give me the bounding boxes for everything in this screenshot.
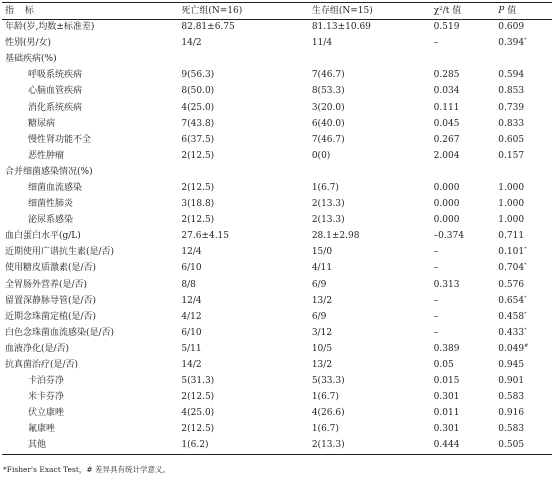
row-label: 恶性肿瘤	[28, 150, 65, 161]
p-value: 1.000	[498, 182, 525, 193]
header-indicator: 指 标	[2, 3, 181, 20]
row-label: 其他	[2, 438, 181, 454]
p-value: 0.833	[498, 118, 525, 129]
significance-mark: *	[524, 246, 527, 253]
p-value: 0.594	[498, 70, 525, 81]
p-value: 0.157	[498, 150, 525, 161]
table-row	[2, 148, 552, 164]
row-label: 呼吸系统疾病	[28, 70, 83, 81]
p-value: 0.433*	[498, 326, 527, 338]
survival-group-value: 1(6.7)	[311, 392, 339, 403]
row-label: 性别(男/女)	[5, 38, 52, 49]
survival-group-value: 13/2	[311, 295, 333, 306]
death-group-value: 12/4	[181, 247, 202, 258]
significance-mark: *	[524, 326, 527, 333]
row-label: 使用糖皮质激素(是/否)	[5, 263, 97, 274]
survival-group-value: 10/5	[311, 343, 333, 354]
table-row	[2, 132, 552, 148]
statistic-value: 0.000	[433, 215, 460, 226]
table-row	[2, 309, 552, 325]
table-row	[2, 100, 552, 116]
death-group-value: 1(6.2)	[181, 438, 311, 454]
table-row	[2, 261, 552, 277]
death-group-value: 14/2	[181, 38, 202, 49]
statistic-value: 0.015	[433, 376, 460, 387]
survival-group-value: 15/0	[311, 247, 333, 258]
statistic-value: 2.004	[433, 150, 460, 161]
statistic-value: 0.313	[433, 279, 460, 290]
p-value: 0.605	[498, 134, 525, 145]
header-statistic: χ²/t 值	[434, 3, 499, 20]
row-label: 心脑血管疾病	[28, 86, 83, 97]
row-label: 血白蛋白水平(g/L)	[5, 231, 81, 242]
death-group-value: 6(37.5)	[181, 134, 215, 145]
table-row	[2, 422, 552, 438]
table-footnote: *Fisher's Exact Test，# 差异具有统计学意义。	[3, 465, 171, 474]
table-row	[2, 164, 552, 180]
table-row	[2, 438, 552, 454]
table-row	[2, 84, 552, 100]
death-group-value: 2(12.5)	[181, 392, 215, 403]
death-group-value: 8/8	[181, 279, 196, 290]
survival-group-value: 2(13.3)	[311, 199, 345, 210]
statistic-value: –	[433, 263, 439, 274]
row-label: 白色念珠菌血流感染(是/否)	[5, 327, 115, 338]
table-row	[2, 197, 552, 213]
header-death-group: 死亡组(N=16)	[181, 3, 311, 20]
table-row	[2, 213, 552, 229]
p-value: 0.654*	[498, 294, 527, 306]
survival-group-value	[312, 164, 434, 180]
p-value: 0.711	[498, 231, 525, 242]
table-row	[2, 20, 552, 36]
death-group-value: 82.81±6.75	[181, 22, 235, 33]
row-label: 氟康唑	[28, 424, 56, 435]
table-row	[2, 390, 552, 406]
header-survival-group: 生存组(N=15)	[312, 3, 434, 20]
table-row	[2, 36, 552, 52]
table-body	[2, 20, 552, 455]
p-value: 0.049#	[498, 342, 529, 354]
statistic-value: 0.519	[433, 22, 460, 33]
statistic-value: –	[433, 295, 439, 306]
row-label: 米卡芬净	[28, 392, 65, 403]
row-label: 全胃肠外营养(是/否)	[5, 279, 88, 290]
statistic-value: 0.034	[433, 86, 460, 97]
statistic-value: 0.444	[434, 438, 499, 454]
row-label: 基础疾病(%)	[5, 54, 57, 65]
survival-group-value: 6/9	[311, 279, 327, 290]
death-group-value: 27.6±4.15	[181, 231, 230, 242]
death-group-value: 9(56.3)	[181, 70, 215, 81]
p-value: 0.853	[498, 86, 525, 97]
p-value	[498, 52, 552, 68]
death-group-value: 12/4	[181, 295, 202, 306]
table-row	[2, 229, 552, 245]
row-label: 近期使用广谱抗生素(是/否)	[5, 247, 115, 258]
survival-group-value: 4/11	[311, 263, 333, 274]
survival-group-value: 1(6.7)	[311, 182, 339, 193]
significance-mark: *	[524, 262, 527, 269]
p-value: 0.505	[498, 438, 552, 454]
table-header-row	[2, 3, 552, 20]
significance-mark: *	[524, 37, 527, 44]
p-value: 0.901	[498, 376, 525, 387]
row-label: 泌尿系感染	[28, 215, 74, 226]
table-row	[2, 293, 552, 309]
statistic-value: 0.011	[433, 408, 460, 419]
table-row	[2, 116, 552, 132]
significance-mark: *	[524, 294, 527, 301]
death-group-value: 2(12.5)	[181, 182, 215, 193]
p-value: 0.704*	[498, 262, 527, 274]
p-value: 0.609	[498, 22, 525, 33]
p-value: 0.458*	[498, 310, 527, 322]
death-group-value: 4(25.0)	[181, 102, 215, 113]
statistic-value: –0.374	[433, 231, 464, 242]
statistic-value: 0.301	[433, 424, 460, 435]
statistic-value: 0.285	[433, 70, 460, 81]
survival-group-value: 3/12	[311, 327, 333, 338]
death-group-value: 8(50.0)	[181, 86, 215, 97]
statistic-value: –	[433, 311, 439, 322]
death-group-value	[181, 52, 311, 68]
survival-group-value: 13/2	[311, 360, 333, 371]
p-value: 0.945	[498, 360, 525, 371]
table-row	[2, 341, 552, 357]
survival-group-value: 4(26.6)	[311, 408, 345, 419]
survival-group-value: 1(6.7)	[311, 424, 339, 435]
statistic-value: 0.301	[433, 392, 460, 403]
p-value: 0.101*	[498, 246, 527, 258]
survival-group-value: 8(53.3)	[311, 86, 345, 97]
death-group-value: 2(12.5)	[181, 150, 215, 161]
p-value: 0.583	[498, 392, 525, 403]
row-label: 血液净化(是/否)	[5, 343, 70, 354]
survival-group-value	[312, 52, 434, 68]
survival-group-value: 2(13.3)	[311, 215, 345, 226]
death-group-value: 14/2	[181, 360, 202, 371]
table-row	[2, 245, 552, 261]
table-row	[2, 357, 552, 373]
death-group-value: 3(18.8)	[181, 199, 215, 210]
survival-group-value: 0(0)	[311, 150, 331, 161]
death-group-value: 4/12	[181, 311, 202, 322]
death-group-value: 7(43.8)	[181, 118, 215, 129]
row-label: 消化系统疾病	[28, 102, 83, 113]
row-label: 近期念珠菌定植(是/否)	[5, 311, 97, 322]
row-label: 卡泊芬净	[28, 376, 65, 387]
survival-group-value: 5(33.3)	[311, 376, 345, 387]
table-row	[2, 325, 552, 341]
survival-group-value: 11/4	[311, 38, 333, 49]
survival-group-value: 81.13±10.69	[311, 22, 371, 33]
statistic-value	[434, 52, 499, 68]
statistic-value: –	[433, 38, 439, 49]
statistic-value: 0.111	[433, 102, 460, 113]
death-group-value: 6/10	[181, 263, 202, 274]
p-value: 0.394*	[498, 37, 527, 49]
p-value	[498, 164, 552, 180]
death-group-value: 5/11	[181, 343, 202, 354]
p-value: 0.583	[498, 424, 525, 435]
row-label: 糖尿病	[28, 118, 56, 129]
survival-group-value: 7(46.7)	[311, 134, 345, 145]
p-value: 0.576	[498, 279, 525, 290]
table-row	[2, 277, 552, 293]
clinical-comparison-table	[2, 2, 552, 455]
death-group-value: 2(12.5)	[181, 424, 215, 435]
death-group-value: 2(12.5)	[181, 215, 215, 226]
significance-mark: #	[524, 342, 529, 349]
survival-group-value: 3(20.0)	[311, 102, 345, 113]
table-row	[2, 406, 552, 422]
p-value: 0.739	[498, 102, 525, 113]
statistic-value: 0.045	[433, 118, 460, 129]
p-value: 0.916	[498, 408, 525, 419]
row-label: 细菌性肺炎	[28, 199, 74, 210]
statistic-value: 0.389	[433, 343, 460, 354]
table-row	[2, 68, 552, 84]
row-label: 细菌血流感染	[28, 182, 83, 193]
statistic-value: 0.05	[433, 360, 454, 371]
survival-group-value: 2(13.3)	[312, 438, 434, 454]
significance-mark: *	[524, 310, 527, 317]
statistic-value: –	[433, 327, 439, 338]
table-row	[2, 374, 552, 390]
row-label: 慢性肾功能不全	[28, 134, 92, 145]
row-label: 抗真菌治疗(是/否)	[5, 360, 79, 371]
survival-group-value: 7(46.7)	[311, 70, 345, 81]
death-group-value: 5(31.3)	[181, 376, 215, 387]
header-p-value: P 值	[498, 3, 552, 20]
survival-group-value: 6(40.0)	[311, 118, 345, 129]
table-row	[2, 180, 552, 196]
death-group-value: 6/10	[181, 327, 202, 338]
survival-group-value: 28.1±2.98	[311, 231, 360, 242]
statistic-value	[434, 164, 499, 180]
table-row	[2, 52, 552, 68]
row-label: 留置深静脉导管(是/否)	[5, 295, 97, 306]
survival-group-value: 6/9	[311, 311, 327, 322]
death-group-value	[181, 164, 311, 180]
row-label: 伏立康唑	[28, 408, 65, 419]
statistic-value: –	[433, 247, 439, 258]
statistic-value: 0.267	[433, 134, 460, 145]
row-label: 合并细菌感染情况(%)	[5, 166, 93, 177]
death-group-value: 4(25.0)	[181, 408, 215, 419]
row-label: 年龄(岁,均数±标准差)	[5, 22, 95, 33]
statistic-value: 0.000	[433, 182, 460, 193]
p-value: 1.000	[498, 215, 525, 226]
statistic-value: 0.000	[433, 199, 460, 210]
p-value: 1.000	[498, 199, 525, 210]
